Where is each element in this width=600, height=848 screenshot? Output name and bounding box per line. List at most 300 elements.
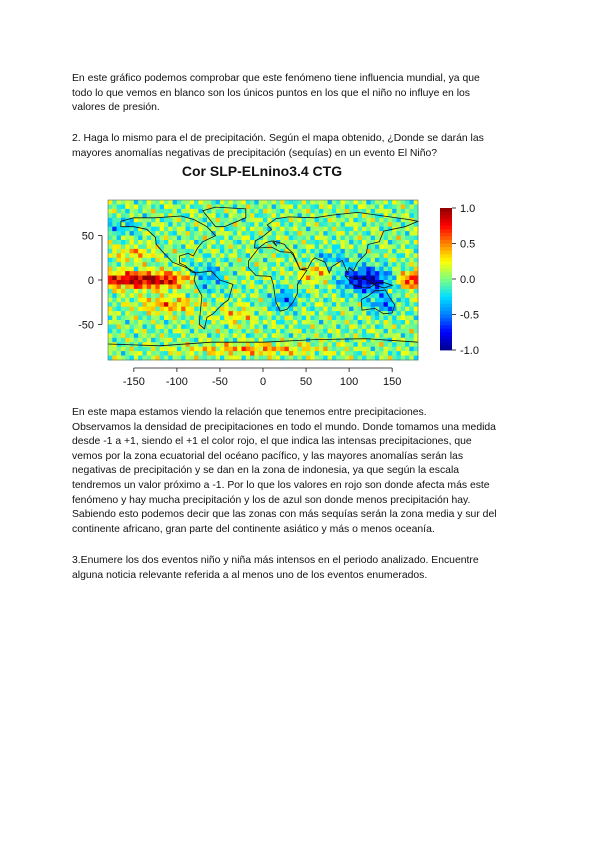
map-cell	[138, 356, 143, 361]
map-cell	[272, 222, 277, 227]
colorbar-swatch	[440, 279, 452, 283]
map-cell	[375, 347, 380, 352]
map-cell	[341, 227, 346, 232]
map-cell	[319, 218, 324, 223]
map-cell	[315, 267, 320, 272]
map-cell	[280, 293, 285, 298]
map-cell	[151, 218, 156, 223]
map-cell	[246, 356, 251, 361]
map-cell	[181, 338, 186, 343]
map-cell	[160, 307, 165, 312]
map-cell	[160, 329, 165, 334]
map-cell	[306, 253, 311, 258]
map-cell	[306, 204, 311, 209]
map-cell	[147, 276, 152, 281]
map-cell	[371, 356, 376, 361]
map-cell	[168, 307, 173, 312]
map-cell	[117, 351, 122, 356]
map-cell	[362, 231, 367, 236]
map-cell	[229, 311, 234, 316]
map-cell	[198, 329, 203, 334]
map-cell	[414, 253, 419, 258]
map-cell	[229, 244, 234, 249]
map-cell	[117, 240, 122, 245]
map-cell	[125, 293, 130, 298]
map-cell	[405, 249, 410, 254]
map-cell	[289, 236, 294, 241]
map-cell	[147, 293, 152, 298]
map-cell	[285, 231, 290, 236]
map-cell	[151, 311, 156, 316]
map-cell	[117, 213, 122, 218]
map-cell	[117, 311, 122, 316]
map-cell	[362, 240, 367, 245]
map-cell	[280, 284, 285, 289]
map-cell	[280, 351, 285, 356]
map-cell	[254, 204, 259, 209]
map-cell	[405, 333, 410, 338]
map-cell	[151, 333, 156, 338]
map-cell	[181, 329, 186, 334]
map-cell	[134, 338, 139, 343]
map-cell	[151, 302, 156, 307]
map-cell	[138, 258, 143, 263]
map-cell	[173, 213, 178, 218]
map-cell	[233, 289, 238, 294]
map-cell	[142, 236, 147, 241]
map-cell	[392, 200, 397, 205]
map-cell	[280, 338, 285, 343]
map-cell	[130, 271, 135, 276]
map-cell	[130, 338, 135, 343]
map-cell	[224, 236, 229, 241]
map-cell	[272, 320, 277, 325]
map-cell	[121, 236, 126, 241]
map-cell	[371, 240, 376, 245]
map-cell	[392, 333, 397, 338]
map-cell	[384, 329, 389, 334]
map-cell	[186, 351, 191, 356]
map-cell	[362, 222, 367, 227]
map-cell	[121, 244, 126, 249]
map-cell	[263, 209, 268, 214]
text-line: todo lo que vemos en blanco son los únicos puntos en los que el niño no influye en los	[72, 87, 471, 99]
map-cell	[198, 258, 203, 263]
map-cell	[181, 293, 186, 298]
map-cell	[302, 298, 307, 303]
map-cell	[310, 338, 315, 343]
map-cell	[319, 240, 324, 245]
map-cell	[203, 298, 208, 303]
map-cell	[302, 320, 307, 325]
map-cell	[379, 302, 384, 307]
map-cell	[332, 240, 337, 245]
map-cell	[190, 262, 195, 267]
map-cell	[336, 276, 341, 281]
map-cell	[414, 236, 419, 241]
map-cell	[241, 298, 246, 303]
map-cell	[246, 236, 251, 241]
map-cell	[125, 311, 130, 316]
map-cell	[233, 244, 238, 249]
map-cell	[142, 289, 147, 294]
map-cell	[323, 244, 328, 249]
map-cell	[112, 311, 117, 316]
colorbar-swatch	[440, 307, 452, 311]
map-cell	[173, 351, 178, 356]
map-cell	[117, 236, 122, 241]
map-cell	[302, 324, 307, 329]
map-cell	[194, 209, 199, 214]
map-cell	[328, 302, 333, 307]
map-cell	[405, 262, 410, 267]
map-cell	[401, 316, 406, 321]
map-cell	[177, 338, 182, 343]
map-cell	[125, 307, 130, 312]
map-cell	[254, 289, 259, 294]
map-cell	[396, 204, 401, 209]
map-cell	[108, 311, 113, 316]
map-cell	[177, 356, 182, 361]
map-cell	[297, 320, 302, 325]
map-cell	[237, 311, 242, 316]
map-cell	[186, 307, 191, 312]
map-cell	[319, 249, 324, 254]
map-cell	[379, 289, 384, 294]
map-cell	[134, 347, 139, 352]
map-cell	[267, 320, 272, 325]
map-cell	[267, 249, 272, 254]
paragraph-pressure-conclusion	[72, 72, 532, 116]
map-cell	[332, 324, 337, 329]
map-cell	[155, 253, 160, 258]
map-field	[108, 200, 418, 360]
map-cell	[125, 213, 130, 218]
map-cell	[138, 329, 143, 334]
map-cell	[250, 262, 255, 267]
map-cell	[224, 316, 229, 321]
map-cell	[388, 231, 393, 236]
map-cell	[186, 338, 191, 343]
map-cell	[160, 253, 165, 258]
map-cell	[168, 351, 173, 356]
map-cell	[216, 227, 221, 232]
map-cell	[203, 307, 208, 312]
map-cell	[396, 289, 401, 294]
map-cell	[358, 333, 363, 338]
map-cell	[341, 231, 346, 236]
map-cell	[112, 276, 117, 281]
map-cell	[280, 302, 285, 307]
map-cell	[401, 311, 406, 316]
map-cell	[155, 307, 160, 312]
map-cell	[405, 231, 410, 236]
map-cell	[229, 267, 234, 272]
map-cell	[220, 311, 225, 316]
map-cell	[220, 253, 225, 258]
map-cell	[125, 302, 130, 307]
map-cell	[388, 222, 393, 227]
map-cell	[173, 298, 178, 303]
map-cell	[121, 289, 126, 294]
map-cell	[353, 240, 358, 245]
map-cell	[254, 333, 259, 338]
map-cell	[168, 356, 173, 361]
map-cell	[272, 258, 277, 263]
map-cell	[142, 356, 147, 361]
map-cell	[267, 333, 272, 338]
map-cell	[306, 244, 311, 249]
map-cell	[155, 324, 160, 329]
map-cell	[306, 342, 311, 347]
map-cell	[108, 231, 113, 236]
map-cell	[388, 289, 393, 294]
map-cell	[341, 289, 346, 294]
map-cell	[276, 276, 281, 281]
map-cell	[241, 302, 246, 307]
map-cell	[237, 267, 242, 272]
map-cell	[384, 320, 389, 325]
map-cell	[341, 204, 346, 209]
map-cell	[328, 289, 333, 294]
map-cell	[190, 227, 195, 232]
map-cell	[345, 222, 350, 227]
x-tick-label: -150	[122, 376, 145, 388]
map-cell	[276, 351, 281, 356]
map-cell	[323, 307, 328, 312]
map-cell	[341, 324, 346, 329]
map-cell	[336, 209, 341, 214]
map-cell	[362, 289, 367, 294]
map-cell	[229, 276, 234, 281]
map-cell	[117, 298, 122, 303]
map-cell	[358, 311, 363, 316]
map-cell	[254, 209, 259, 214]
map-cell	[345, 356, 350, 361]
map-cell	[138, 262, 143, 267]
map-cell	[345, 333, 350, 338]
map-cell	[345, 311, 350, 316]
map-cell	[384, 276, 389, 281]
map-cell	[267, 329, 272, 334]
map-cell	[401, 244, 406, 249]
map-cell	[341, 316, 346, 321]
map-cell	[302, 316, 307, 321]
map-cell	[108, 307, 113, 312]
map-cell	[345, 218, 350, 223]
map-cell	[151, 298, 156, 303]
map-cell	[164, 209, 169, 214]
map-cell	[293, 227, 298, 232]
map-cell	[142, 329, 147, 334]
map-cell	[125, 284, 130, 289]
map-cell	[401, 262, 406, 267]
map-cell	[173, 218, 178, 223]
map-cell	[259, 284, 264, 289]
map-cell	[349, 302, 354, 307]
map-cell	[241, 236, 246, 241]
map-cell	[263, 218, 268, 223]
map-cell	[414, 200, 419, 205]
map-cell	[207, 347, 212, 352]
map-cell	[414, 244, 419, 249]
map-cell	[388, 347, 393, 352]
map-cell	[276, 267, 281, 272]
map-cell	[315, 253, 320, 258]
map-cell	[267, 280, 272, 285]
map-cell	[267, 342, 272, 347]
map-cell	[112, 253, 117, 258]
map-cell	[328, 347, 333, 352]
map-cell	[297, 302, 302, 307]
map-cell	[341, 342, 346, 347]
map-cell	[379, 276, 384, 281]
map-cell	[241, 347, 246, 352]
map-cell	[151, 280, 156, 285]
map-cell	[366, 253, 371, 258]
map-cell	[233, 302, 238, 307]
map-cell	[319, 284, 324, 289]
map-cell	[233, 320, 238, 325]
map-cell	[336, 284, 341, 289]
map-cell	[276, 289, 281, 294]
map-cell	[409, 236, 414, 241]
map-cell	[409, 267, 414, 272]
map-cell	[216, 293, 221, 298]
map-cell	[190, 244, 195, 249]
map-cell	[409, 320, 414, 325]
colorbar-swatch	[440, 258, 452, 262]
map-cell	[263, 329, 268, 334]
map-cell	[190, 289, 195, 294]
map-cell	[263, 356, 268, 361]
map-cell	[151, 267, 156, 272]
map-cell	[241, 351, 246, 356]
map-cell	[396, 333, 401, 338]
map-cell	[263, 302, 268, 307]
map-cell	[388, 320, 393, 325]
map-cell	[147, 258, 152, 263]
map-cell	[302, 307, 307, 312]
map-cell	[177, 333, 182, 338]
map-cell	[319, 289, 324, 294]
map-cell	[220, 227, 225, 232]
map-cell	[177, 236, 182, 241]
map-cell	[198, 231, 203, 236]
map-cell	[306, 280, 311, 285]
map-cell	[121, 231, 126, 236]
map-cell	[211, 276, 216, 281]
map-cell	[405, 204, 410, 209]
map-cell	[332, 329, 337, 334]
map-cell	[130, 320, 135, 325]
map-cell	[392, 240, 397, 245]
map-cell	[263, 351, 268, 356]
map-cell	[160, 271, 165, 276]
map-cell	[134, 316, 139, 321]
map-cell	[224, 240, 229, 245]
map-cell	[315, 320, 320, 325]
map-cell	[216, 258, 221, 263]
map-cell	[155, 347, 160, 352]
map-cell	[379, 218, 384, 223]
map-cell	[259, 204, 264, 209]
map-cell	[112, 302, 117, 307]
map-cell	[203, 249, 208, 254]
map-cell	[233, 293, 238, 298]
map-cell	[310, 218, 315, 223]
map-cell	[379, 316, 384, 321]
map-cell	[310, 316, 315, 321]
map-cell	[181, 298, 186, 303]
map-cell	[138, 271, 143, 276]
map-cell	[276, 356, 281, 361]
map-cell	[388, 316, 393, 321]
map-cell	[414, 204, 419, 209]
map-cell	[267, 200, 272, 205]
map-cell	[190, 333, 195, 338]
map-cell	[138, 289, 143, 294]
map-cell	[409, 271, 414, 276]
map-cell	[302, 253, 307, 258]
map-cell	[371, 231, 376, 236]
map-cell	[173, 276, 178, 281]
map-cell	[280, 204, 285, 209]
map-cell	[379, 324, 384, 329]
colorbar-swatch	[440, 247, 452, 251]
map-cell	[190, 338, 195, 343]
map-cell	[409, 204, 414, 209]
map-cell	[237, 231, 242, 236]
map-cell	[272, 329, 277, 334]
map-cell	[362, 311, 367, 316]
map-cell	[220, 204, 225, 209]
map-cell	[142, 284, 147, 289]
map-cell	[405, 329, 410, 334]
map-cell	[198, 209, 203, 214]
map-cell	[362, 347, 367, 352]
map-cell	[142, 271, 147, 276]
map-cell	[375, 338, 380, 343]
map-cell	[220, 333, 225, 338]
map-cell	[289, 258, 294, 263]
map-cell	[216, 244, 221, 249]
map-cell	[254, 302, 259, 307]
map-cell	[362, 236, 367, 241]
map-cell	[310, 227, 315, 232]
map-cell	[293, 320, 298, 325]
map-cell	[229, 351, 234, 356]
map-cell	[392, 262, 397, 267]
map-cell	[134, 329, 139, 334]
map-cell	[396, 200, 401, 205]
map-cell	[173, 338, 178, 343]
map-cell	[237, 347, 242, 352]
map-cell	[362, 204, 367, 209]
map-cell	[276, 244, 281, 249]
map-cell	[375, 351, 380, 356]
map-cell	[186, 209, 191, 214]
map-cell	[353, 204, 358, 209]
map-cell	[280, 316, 285, 321]
map-cell	[289, 351, 294, 356]
map-cell	[409, 351, 414, 356]
map-cell	[138, 333, 143, 338]
map-cell	[203, 329, 208, 334]
map-cell	[306, 311, 311, 316]
map-cell	[401, 213, 406, 218]
map-cell	[263, 342, 268, 347]
